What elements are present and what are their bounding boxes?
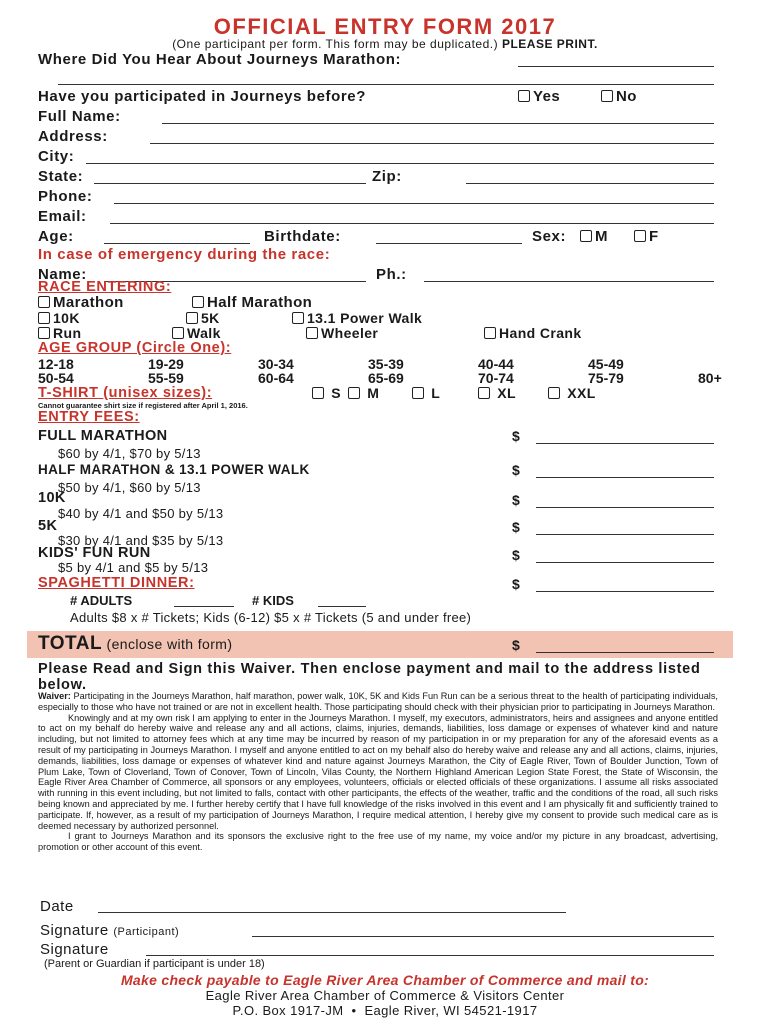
po-box: P.O. Box 1917-JM (232, 1003, 344, 1018)
no-label: No (616, 88, 637, 105)
tshirt-label: T-SHIRT (38, 385, 99, 401)
waiver-paragraph-2: Knowingly and at my own risk I am applying to enter in the Journeys Marathon. I myself, my executors, administrators, heirs and assignees and anyone entitled to act on my behalf do hereby waive and release any and all actions, claims, injuries, demands, liabilities, loss damage or expenses of whatever kind and nature including, but not limited to attorney fees which at any time may be incurred by reason of my participation in or my preparation for any of the aforesaid events as a result of my participating in Journeys Marathon. I myself and anyone entitled to act on my behalf also do hereby waive and release any and all actions, claims, injuries, demands, liabilities, loss damage or expenses of whatever kind and nature against Journeys Marathon, the City of Eagle River, Town of Boulder Junction, Town of Plum Lake, Town of Cloverland, Town of Conover, Town of Lincoln, Vilas County, the Northern Highland American Legion State Forest, the State of Wisconsin, the Eagle River Area Chamber of Commerce, all sponsors or any employees, volunteers, officials or elected officials of these organizations. I assume all risks associated with running in this event including, but not limited to falls, contact with other participants, the effects of the weather, traffic and the conditions of the road, all such risks being known and appreciated by me. I further hereby certify that I have full knowledge of the risks involved in this event and I am physically fit and sufficiently trained to participate. If, however, as a result of my participation of Journeys Marathon, I require medical attention, I hereby give my consent to provide such medical care as is deemed necessary by authorized personnel. (38, 712, 718, 831)
full-marathon-amount[interactable] (536, 443, 714, 444)
tshirt-m[interactable] (348, 385, 379, 401)
race-half-marathon[interactable] (192, 294, 312, 311)
age-option[interactable]: 60-64 (258, 370, 294, 386)
participated-label: Have you participated in Journeys before? (38, 88, 367, 105)
female-label: F (649, 228, 659, 245)
age-option[interactable]: 12-18 (38, 356, 74, 372)
age-label: Age: (38, 228, 74, 245)
adults-count-label: # ADULTS (70, 593, 133, 608)
race-10k[interactable] (38, 310, 80, 326)
5k-checkbox[interactable] (186, 312, 198, 324)
participant-signature-field[interactable] (252, 936, 714, 937)
waiver-text-1: Participating in the Journeys Marathon, half marathon, power walk, 10K, 5K and Kids Fun Run can be a serious threat to the health of participating individuals, especially to those who have not trained or are not in excellent health. Those participating should check with their physician prior to participating in Journeys Marathon. (38, 691, 718, 712)
size-label: XXL (567, 385, 596, 401)
size-label: L (431, 385, 441, 401)
dinner-prices: Adults $8 x # Tickets; Kids (6-12) $5 x # Tickets (5 and under free) (70, 610, 472, 625)
total-dollar: $ (512, 637, 520, 653)
half-marathon-label: Half Marathon (207, 294, 313, 311)
race-wheeler[interactable] (306, 325, 378, 341)
marathon-checkbox[interactable] (38, 296, 50, 308)
5k-label: 5K (201, 310, 220, 326)
size-label: M (367, 385, 380, 401)
date-field[interactable] (98, 912, 566, 913)
10k-fee-price: $40 by 4/1 and $50 by 5/13 (58, 506, 224, 521)
hear-about-field-2[interactable] (58, 84, 714, 85)
participant-label: (Participant) (113, 926, 180, 938)
spaghetti-dollar: $ (512, 576, 520, 592)
race-marathon[interactable] (38, 294, 124, 311)
adults-count-field[interactable] (174, 606, 234, 607)
participated-no[interactable] (601, 88, 637, 105)
city-field[interactable] (86, 163, 714, 164)
participant-signature-label (40, 922, 179, 939)
waiver-heading: Please Read and Sign this Waiver. Then enclose payment and mail to the address listed below. (38, 661, 701, 693)
male-label: M (595, 228, 608, 245)
waiver-body (38, 691, 718, 853)
kids-fee-label: KIDS' FUN RUN (38, 545, 151, 561)
kids-count-field[interactable] (318, 606, 366, 607)
please-print: PLEASE PRINT. (501, 37, 598, 51)
birthdate-field[interactable] (376, 243, 522, 244)
female-checkbox[interactable] (634, 230, 646, 242)
race-walk[interactable] (172, 325, 221, 341)
age-option[interactable]: 30-34 (258, 356, 294, 372)
guardian-signature-field[interactable] (146, 955, 714, 956)
age-option[interactable]: 50-54 (38, 370, 74, 386)
mailing-city: Eagle River, WI 54521-1917 (364, 1003, 538, 1018)
tshirt-note: Cannot guarantee shirt size if registered after April 1, 2016. (38, 401, 248, 410)
age-option[interactable]: 55-59 (148, 370, 184, 386)
sex-male[interactable] (580, 228, 608, 245)
race-heading: RACE ENTERING: (38, 279, 172, 295)
guardian-note: (Parent or Guardian if participant is under 18) (44, 958, 265, 970)
signature-label: Signature (40, 922, 109, 939)
waiver-paragraph-1 (38, 691, 718, 713)
spaghetti-label: SPAGHETTI DINNER: (38, 575, 195, 591)
hand-crank-label: Hand Crank (499, 325, 582, 341)
no-checkbox[interactable] (601, 90, 613, 102)
race-power-walk[interactable] (292, 310, 422, 326)
emergency-name-label: Name: (38, 266, 87, 283)
tshirt-xxl[interactable] (548, 385, 596, 401)
race-hand-crank[interactable] (484, 325, 582, 341)
size-m-checkbox[interactable] (348, 387, 360, 399)
age-option[interactable]: 65-69 (368, 370, 404, 386)
wheeler-label: Wheeler (321, 325, 379, 341)
tshirt-l[interactable] (412, 385, 440, 401)
zip-field[interactable] (466, 183, 714, 184)
emergency-phone-label: Ph.: (376, 266, 407, 283)
kids-amount[interactable] (536, 562, 714, 563)
size-s-checkbox[interactable] (312, 387, 324, 399)
date-label: Date (40, 898, 74, 915)
city-label: City: (38, 148, 75, 165)
bullet-separator: • (351, 1003, 357, 1018)
total-amount[interactable] (536, 652, 714, 653)
age-option[interactable]: 19-29 (148, 356, 184, 372)
10k-fee-label: 10K (38, 490, 66, 506)
run-checkbox[interactable] (38, 327, 50, 339)
tshirt-unisex: (unisex sizes): (103, 385, 213, 401)
total-label (38, 633, 232, 655)
size-xl-checkbox[interactable] (478, 387, 490, 399)
tshirt-xl[interactable] (478, 385, 516, 401)
10k-checkbox[interactable] (38, 312, 50, 324)
tshirt-s[interactable] (312, 385, 341, 401)
size-label: S (331, 385, 342, 401)
emergency-label: In case of emergency during the race: (38, 246, 331, 263)
phone-field[interactable] (114, 203, 714, 204)
hear-about-field[interactable] (518, 66, 714, 67)
size-xxl-checkbox[interactable] (548, 387, 560, 399)
half-marathon-label: HALF MARATHON & 13.1 POWER WALK (38, 462, 310, 477)
wheeler-checkbox[interactable] (306, 327, 318, 339)
5k-amount[interactable] (536, 534, 714, 535)
address-label: Address: (38, 128, 108, 145)
form-subtitle (0, 37, 770, 51)
full-name-field[interactable] (162, 123, 714, 124)
half-marathon-amount[interactable] (536, 477, 714, 478)
total-title: TOTAL (38, 633, 103, 654)
age-option[interactable]: 70-74 (478, 370, 514, 386)
state-label: State: (38, 168, 84, 185)
power-walk-label: 13.1 Power Walk (307, 310, 423, 326)
size-label: XL (497, 385, 516, 401)
kids-dollar: $ (512, 547, 520, 563)
sex-female[interactable] (634, 228, 659, 245)
waiver-lead: Waiver: (38, 691, 71, 701)
guardian-signature-label: Signature (40, 941, 109, 958)
emergency-phone-field[interactable] (424, 281, 714, 282)
sex-label: Sex: (532, 228, 567, 245)
tshirt-heading (38, 385, 212, 401)
participated-yes[interactable] (518, 88, 560, 105)
mailing-address (0, 1003, 770, 1018)
form-title: OFFICIAL ENTRY FORM 2017 (213, 14, 557, 39)
mailing-org: Eagle River Area Chamber of Commerce & Visitors Center (205, 988, 565, 1003)
half-marathon-checkbox[interactable] (192, 296, 204, 308)
phone-label: Phone: (38, 188, 93, 205)
kids-fee-price: $5 by 4/1 and $5 by 5/13 (58, 560, 209, 575)
race-run[interactable] (38, 325, 81, 341)
half-marathon-price: $50 by 4/1, $60 by 5/13 (58, 480, 201, 495)
full-name-label: Full Name: (38, 108, 121, 125)
hand-crank-checkbox[interactable] (484, 327, 496, 339)
yes-checkbox[interactable] (518, 90, 530, 102)
age-option[interactable]: 80+ (698, 370, 722, 386)
5k-dollar: $ (512, 519, 520, 535)
age-option[interactable]: 45-49 (588, 356, 624, 372)
spaghetti-amount[interactable] (536, 591, 714, 592)
full-marathon-price: $60 by 4/1, $70 by 5/13 (58, 446, 201, 461)
race-5k[interactable] (186, 310, 220, 326)
5k-fee-price: $30 by 4/1 and $35 by 5/13 (58, 533, 224, 548)
yes-label: Yes (533, 88, 561, 105)
age-option[interactable]: 35-39 (368, 356, 404, 372)
email-label: Email: (38, 208, 87, 225)
total-enclose: (enclose with form) (106, 636, 233, 652)
full-marathon-label: FULL MARATHON (38, 428, 168, 444)
half-marathon-dollar: $ (512, 462, 520, 478)
walk-checkbox[interactable] (172, 327, 184, 339)
full-marathon-dollar: $ (512, 428, 520, 444)
age-field[interactable] (104, 243, 250, 244)
age-group-heading: AGE GROUP (Circle One): (38, 340, 232, 356)
fees-heading: ENTRY FEES: (38, 409, 140, 425)
5k-fee-label: 5K (38, 518, 58, 534)
age-option[interactable]: 75-79 (588, 370, 624, 386)
walk-label: Walk (187, 325, 221, 341)
birthdate-label: Birthdate: (264, 228, 341, 245)
zip-label: Zip: (372, 168, 402, 185)
state-field[interactable] (94, 183, 366, 184)
marathon-label: Marathon (53, 294, 124, 311)
age-option[interactable]: 40-44 (478, 356, 514, 372)
10k-dollar: $ (512, 492, 520, 508)
power-walk-checkbox[interactable] (292, 312, 304, 324)
kids-count-label: # KIDS (252, 593, 294, 608)
10k-label: 10K (53, 310, 80, 326)
run-label: Run (53, 325, 82, 341)
hear-about-label: Where Did You Hear About Journeys Marathon: (38, 51, 402, 68)
email-field[interactable] (110, 223, 714, 224)
subtitle-text: (One participant per form. This form may be duplicated.) (172, 37, 499, 51)
10k-amount[interactable] (536, 507, 714, 508)
male-checkbox[interactable] (580, 230, 592, 242)
address-field[interactable] (150, 143, 714, 144)
size-l-checkbox[interactable] (412, 387, 424, 399)
mailing-heading: Make check payable to Eagle River Area Chamber of Commerce and mail to: (120, 972, 650, 988)
waiver-paragraph-3: I grant to Journeys Marathon and its sponsors the exclusive right to the free use of my name, my voice and/or my picture in any broadcast, advertising, promotion or other account of this event. (38, 831, 718, 853)
